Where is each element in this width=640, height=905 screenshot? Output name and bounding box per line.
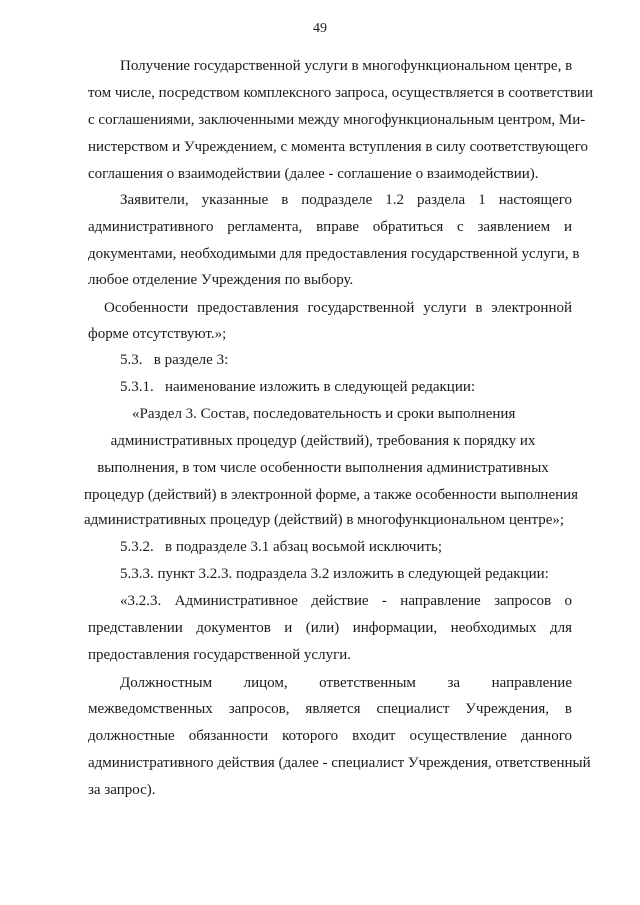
text-line: Получение государственной услуги в многофункциональном центре, в (120, 58, 573, 74)
text-line: административных процедур (действий) в многофункциональном центре»; (84, 512, 565, 528)
text-line: Заявители, указанные в подразделе 1.2 раздела 1 настоящего (120, 192, 572, 208)
text-line: 5.3.3. пункт 3.2.3. подраздела 3.2 изложить в следующей редакции: (120, 566, 549, 582)
text-line: документами, необходимыми для предоставления государственной услуги, в (88, 246, 580, 262)
text-line: межведомственных запросов, является специалист Учреждения, в (88, 701, 572, 717)
text-line: административного действия (далее - специалист Учреждения, ответственный (88, 755, 591, 771)
text-line: «3.2.3. Административное действие - направление запросов о (120, 593, 572, 609)
text-line: Особенности предоставления государственной услуги в электронной (104, 300, 572, 316)
text-line: 5.3. в разделе 3: (120, 352, 229, 368)
text-line: с соглашениями, заключенными между многофункциональным центром, Ми- (88, 112, 586, 128)
text-line: процедур (действий) в электронной форме, а также особенности выполнения (84, 487, 579, 503)
text-line: 5.3.1. наименование изложить в следующей редакции: (120, 379, 476, 395)
text-line: любое отделение Учреждения по выбору. (88, 272, 354, 288)
text-line: том числе, посредством комплексного запроса, осуществляется в соответствии (88, 85, 593, 101)
text-line: форме отсутствуют.»; (88, 326, 227, 342)
text-line: за запрос). (88, 782, 156, 798)
text-line: Должностным лицом, ответственным за направление (120, 675, 572, 691)
text-line: предоставления государственной услуги. (88, 647, 352, 663)
text-line: административного регламента, вправе обратиться с заявлением и (88, 219, 572, 235)
page-number: 49 (313, 21, 327, 36)
text-line: соглашения о взаимодействии (далее - соглашение о взаимодействии). (88, 166, 539, 182)
text-line: должностные обязанности которого входит осуществление данного (88, 728, 572, 744)
text-line: 5.3.2. в подразделе 3.1 абзац восьмой исключить; (120, 539, 443, 555)
text-line: нистерством и Учреждением, с момента вступления в силу соответствующего (88, 139, 588, 155)
text-line: административных процедур (действий), требования к порядку их (110, 433, 536, 449)
text-line: выполнения, в том числе особенности выполнения административных (97, 460, 549, 476)
text-line: «Раздел 3. Состав, последовательность и сроки выполнения (132, 406, 516, 422)
text-line: представлении документов и (или) информации, необходимых для (88, 620, 572, 636)
